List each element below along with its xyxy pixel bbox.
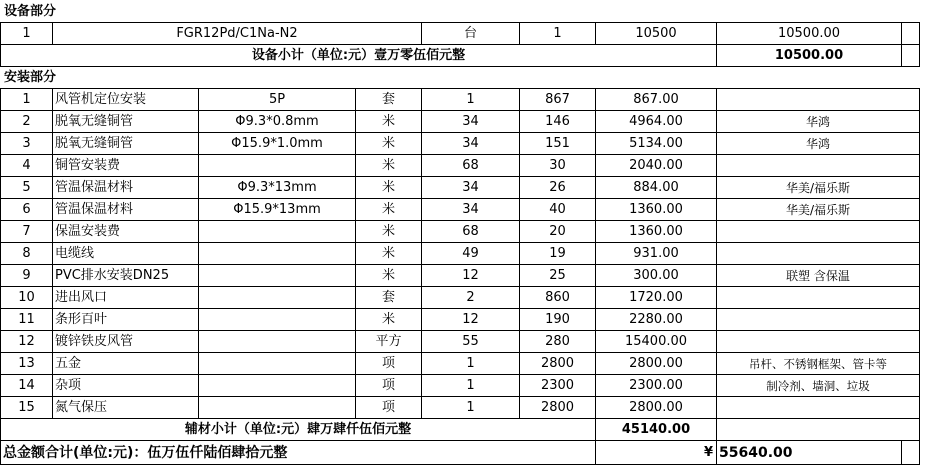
install-row <box>1 287 920 309</box>
total-row <box>1 441 920 465</box>
install-qty: 68 <box>422 155 520 177</box>
install-note <box>717 89 920 111</box>
install-spec <box>199 397 356 419</box>
install-price: 20 <box>520 221 596 243</box>
install-price: 2300 <box>520 375 596 397</box>
install-note: 华鸿 <box>717 133 920 155</box>
equipment-row <box>1 23 920 45</box>
install-qty: 1 <box>422 375 520 397</box>
install-amount: 931.00 <box>596 243 717 265</box>
install-amount: 1360.00 <box>596 221 717 243</box>
install-price: 867 <box>520 89 596 111</box>
install-price: 26 <box>520 177 596 199</box>
install-row <box>1 89 920 111</box>
install-row <box>1 133 920 155</box>
install-price: 30 <box>520 155 596 177</box>
install-unit: 米 <box>356 309 422 331</box>
total-note <box>902 441 920 465</box>
install-amount: 2040.00 <box>596 155 717 177</box>
install-unit: 米 <box>356 199 422 221</box>
install-note <box>717 155 920 177</box>
install-no: 7 <box>1 221 53 243</box>
install-no: 15 <box>1 397 53 419</box>
install-price: 2800 <box>520 397 596 419</box>
install-unit: 米 <box>356 265 422 287</box>
equipment-price: 10500 <box>596 23 717 45</box>
install-qty: 1 <box>422 397 520 419</box>
install-price: 40 <box>520 199 596 221</box>
install-qty: 34 <box>422 199 520 221</box>
install-spec: Φ9.3*0.8mm <box>199 111 356 133</box>
install-row <box>1 265 920 287</box>
install-unit: 米 <box>356 177 422 199</box>
install-note <box>717 331 920 353</box>
equipment-subtotal-note <box>902 45 920 67</box>
install-qty: 55 <box>422 331 520 353</box>
install-note <box>717 221 920 243</box>
install-row <box>1 243 920 265</box>
install-spec <box>199 287 356 309</box>
install-unit: 套 <box>356 89 422 111</box>
install-subtotal-amount: 45140.00 <box>596 419 717 441</box>
install-name: 保温安装费 <box>53 221 199 243</box>
install-amount: 867.00 <box>596 89 717 111</box>
install-subtotal-note <box>717 419 920 441</box>
install-no: 6 <box>1 199 53 221</box>
install-no: 3 <box>1 133 53 155</box>
install-spec <box>199 243 356 265</box>
install-unit: 平方 <box>356 331 422 353</box>
install-no: 13 <box>1 353 53 375</box>
install-no: 14 <box>1 375 53 397</box>
total-label: 总金额合计(单位:元)：伍万伍仟陆佰肆拾元整 <box>1 441 596 465</box>
install-name: PVC排水安装DN25 <box>53 265 199 287</box>
install-note <box>717 243 920 265</box>
install-price: 146 <box>520 111 596 133</box>
install-no: 1 <box>1 89 53 111</box>
install-unit: 项 <box>356 397 422 419</box>
install-price: 25 <box>520 265 596 287</box>
equipment-unit: 台 <box>422 23 520 45</box>
equipment-note <box>902 23 920 45</box>
install-name: 镀锌铁皮风管 <box>53 331 199 353</box>
install-spec: Φ15.9*13mm <box>199 199 356 221</box>
install-spec <box>199 265 356 287</box>
install-qty: 34 <box>422 133 520 155</box>
install-row <box>1 397 920 419</box>
install-spec: Φ15.9*1.0mm <box>199 133 356 155</box>
install-price: 151 <box>520 133 596 155</box>
install-spec <box>199 309 356 331</box>
install-note: 华鸿 <box>717 111 920 133</box>
install-name: 管温保温材料 <box>53 177 199 199</box>
install-amount: 1360.00 <box>596 199 717 221</box>
install-price: 280 <box>520 331 596 353</box>
install-name: 进出风口 <box>53 287 199 309</box>
install-unit: 项 <box>356 375 422 397</box>
install-name: 脱氧无缝铜管 <box>53 133 199 155</box>
install-note: 华美/福乐斯 <box>717 177 920 199</box>
install-name: 管温保温材料 <box>53 199 199 221</box>
equipment-qty: 1 <box>520 23 596 45</box>
install-spec <box>199 221 356 243</box>
install-note <box>717 309 920 331</box>
install-section-heading: 安装部分 <box>1 67 920 89</box>
install-qty: 34 <box>422 111 520 133</box>
install-name: 杂项 <box>53 375 199 397</box>
install-note <box>717 397 920 419</box>
install-amount: 300.00 <box>596 265 717 287</box>
install-unit: 米 <box>356 111 422 133</box>
install-name: 五金 <box>53 353 199 375</box>
install-amount: 1720.00 <box>596 287 717 309</box>
install-no: 11 <box>1 309 53 331</box>
install-qty: 1 <box>422 89 520 111</box>
install-amount: 5134.00 <box>596 133 717 155</box>
install-amount: 2280.00 <box>596 309 717 331</box>
equipment-no: 1 <box>1 23 53 45</box>
install-price: 2800 <box>520 353 596 375</box>
install-row <box>1 199 920 221</box>
install-name: 脱氧无缝铜管 <box>53 111 199 133</box>
install-note: 联塑 含保温 <box>717 265 920 287</box>
install-subtotal-label: 辅材小计（单位:元）肆万肆仟伍佰元整 <box>1 419 596 441</box>
install-row <box>1 155 920 177</box>
equipment-subtotal-amount: 10500.00 <box>717 45 902 67</box>
install-unit: 米 <box>356 221 422 243</box>
install-no: 8 <box>1 243 53 265</box>
install-no: 9 <box>1 265 53 287</box>
install-amount: 884.00 <box>596 177 717 199</box>
install-qty: 1 <box>422 353 520 375</box>
install-price: 190 <box>520 309 596 331</box>
install-amount: 2800.00 <box>596 397 717 419</box>
install-unit: 套 <box>356 287 422 309</box>
install-qty: 2 <box>422 287 520 309</box>
install-note: 制冷剂、墙洞、垃圾 <box>717 375 920 397</box>
install-spec: 5P <box>199 89 356 111</box>
equipment-section-heading: 设备部分 <box>1 1 920 23</box>
total-amount: 55640.00 <box>717 441 902 465</box>
install-amount: 15400.00 <box>596 331 717 353</box>
install-price: 860 <box>520 287 596 309</box>
install-qty: 12 <box>422 309 520 331</box>
install-no: 12 <box>1 331 53 353</box>
install-unit: 米 <box>356 243 422 265</box>
install-spec <box>199 155 356 177</box>
equipment-subtotal-row <box>1 45 920 67</box>
install-qty: 49 <box>422 243 520 265</box>
install-name: 电缆线 <box>53 243 199 265</box>
install-note <box>717 287 920 309</box>
install-row <box>1 353 920 375</box>
install-name: 铜管安装费 <box>53 155 199 177</box>
equipment-amount: 10500.00 <box>717 23 902 45</box>
install-subtotal-row <box>1 419 920 441</box>
install-spec <box>199 331 356 353</box>
install-unit: 项 <box>356 353 422 375</box>
install-amount: 2800.00 <box>596 353 717 375</box>
install-spec: Φ9.3*13mm <box>199 177 356 199</box>
install-note: 吊杆、不锈钢框架、管卡等 <box>717 353 920 375</box>
equipment-model: FGR12Pd/C1Na-N2 <box>53 23 422 45</box>
install-qty: 12 <box>422 265 520 287</box>
install-no: 4 <box>1 155 53 177</box>
install-name: 风管机定位安装 <box>53 89 199 111</box>
install-spec <box>199 375 356 397</box>
install-row <box>1 309 920 331</box>
install-name: 条形百叶 <box>53 309 199 331</box>
install-row <box>1 331 920 353</box>
install-unit: 米 <box>356 133 422 155</box>
install-qty: 34 <box>422 177 520 199</box>
install-no: 2 <box>1 111 53 133</box>
install-spec <box>199 353 356 375</box>
install-amount: 4964.00 <box>596 111 717 133</box>
install-row <box>1 221 920 243</box>
install-row <box>1 375 920 397</box>
install-note: 华美/福乐斯 <box>717 199 920 221</box>
total-currency: ¥ <box>596 441 717 465</box>
install-row <box>1 111 920 133</box>
install-name: 氮气保压 <box>53 397 199 419</box>
install-row <box>1 177 920 199</box>
install-price: 19 <box>520 243 596 265</box>
install-no: 5 <box>1 177 53 199</box>
install-no: 10 <box>1 287 53 309</box>
install-amount: 2300.00 <box>596 375 717 397</box>
install-qty: 68 <box>422 221 520 243</box>
install-unit: 米 <box>356 155 422 177</box>
equipment-subtotal-label: 设备小计（单位:元）壹万零伍佰元整 <box>1 45 717 67</box>
